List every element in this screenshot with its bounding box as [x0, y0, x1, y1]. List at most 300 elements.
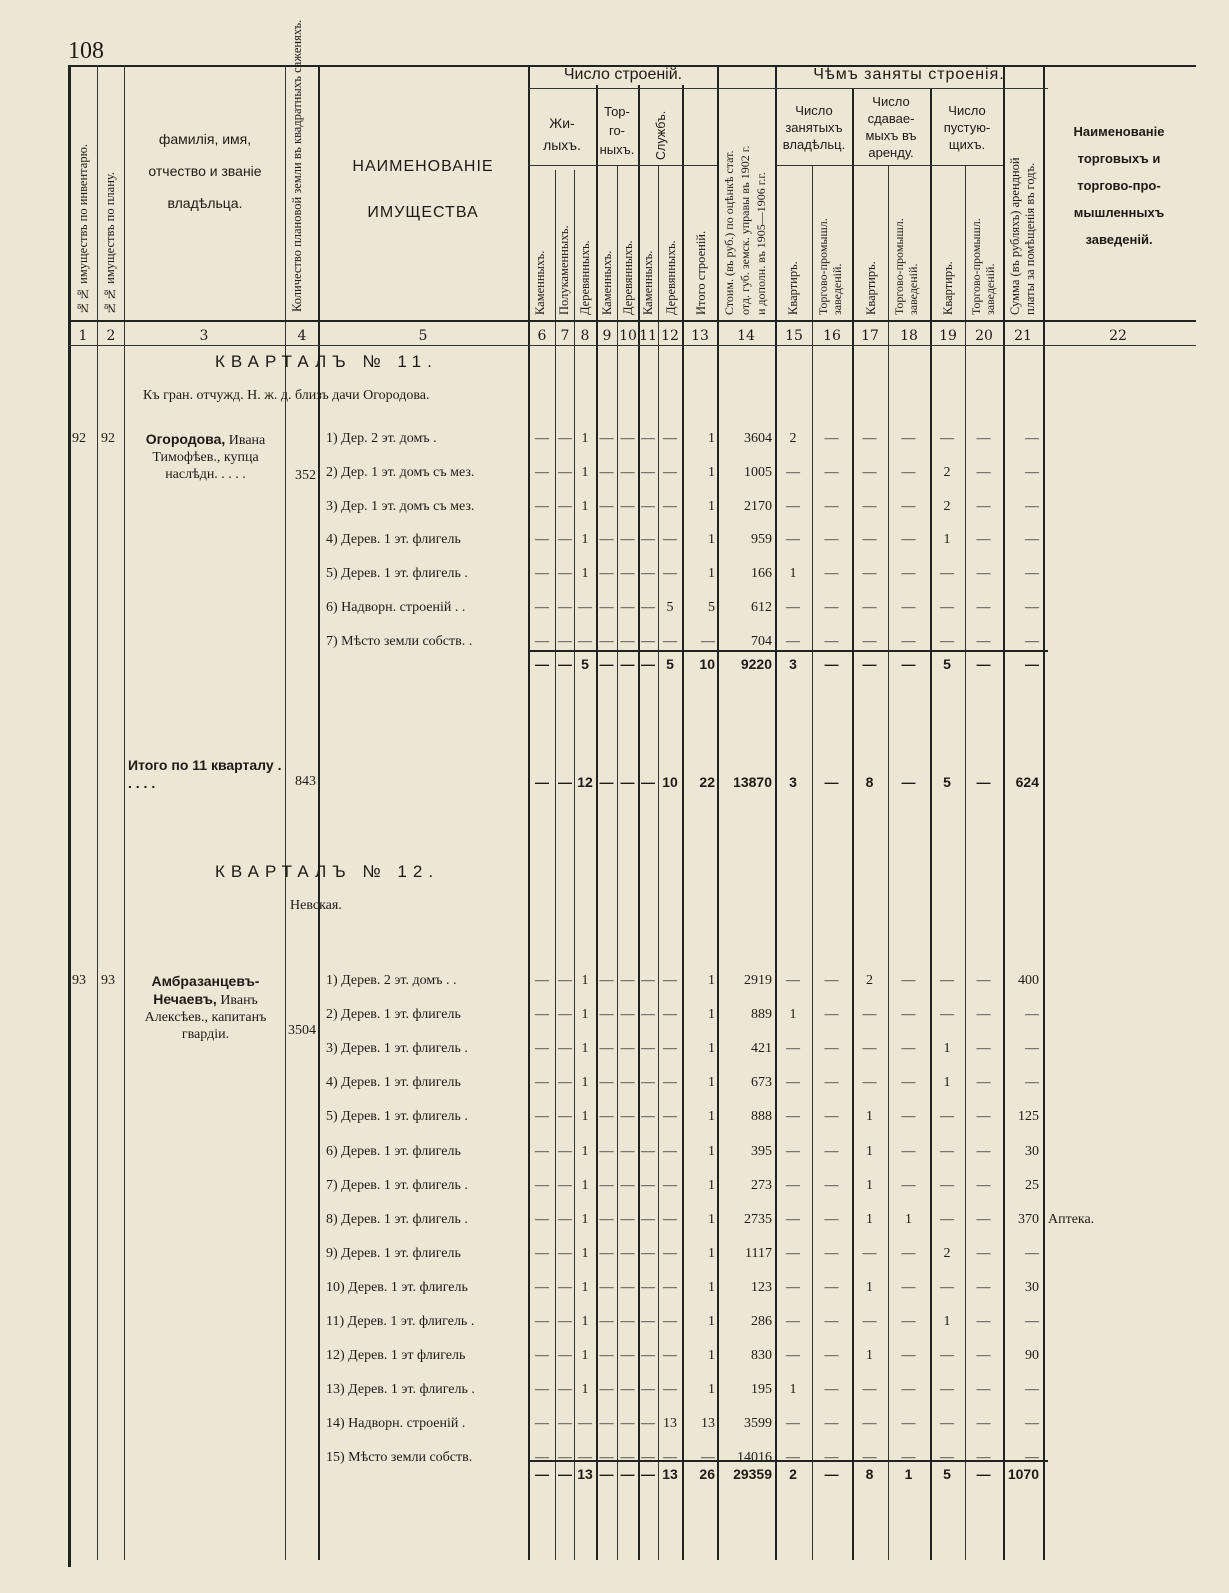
- table-cell: 1: [581, 1279, 589, 1295]
- table-cell: —: [786, 973, 800, 988]
- table-cell: —: [663, 1245, 677, 1261]
- table-cell: —: [862, 1041, 877, 1057]
- table-cell: —: [620, 431, 635, 446]
- table-cell: —: [599, 498, 614, 514]
- column-number: 12: [661, 328, 679, 344]
- table-cell: —: [976, 656, 991, 672]
- table-cell: 1: [708, 1143, 715, 1159]
- column-number: 8: [580, 328, 590, 344]
- column-number: 21: [1014, 328, 1032, 344]
- table-cell: —: [824, 1007, 839, 1023]
- table-cell: —: [620, 1109, 635, 1125]
- table-cell: —: [599, 1348, 614, 1364]
- table-cell: —: [641, 1177, 655, 1193]
- table-cell: 2735: [744, 1211, 772, 1227]
- table-cell: 8: [865, 1466, 874, 1482]
- table-cell: —: [862, 1245, 877, 1261]
- table-cell: —: [976, 774, 991, 790]
- table-cell: —: [620, 1245, 635, 1261]
- table-cell: —: [824, 1109, 839, 1125]
- column-number: 9: [602, 328, 612, 344]
- table-cell: —: [620, 774, 635, 790]
- table-cell: —: [901, 600, 916, 615]
- quarter-11-title: КВАРТАЛЪ № 11.: [215, 352, 438, 371]
- table-cell: —: [535, 532, 549, 548]
- table-cell: 2: [789, 1466, 797, 1482]
- table-cell: —: [976, 498, 991, 514]
- table-cell: —: [558, 532, 572, 548]
- table-cell: 400: [1018, 973, 1039, 988]
- table-cell: —: [901, 1245, 916, 1261]
- table-cell: —: [578, 1450, 592, 1466]
- table-cell: —: [701, 633, 715, 649]
- table-cell: —: [663, 1177, 677, 1193]
- table-cell: —: [786, 1450, 800, 1466]
- table-cell: 5: [581, 656, 589, 672]
- table-cell: —: [535, 1314, 549, 1329]
- table-cell: —: [641, 1279, 655, 1295]
- table-cell: 2: [866, 973, 873, 988]
- table-cell: —: [940, 633, 954, 649]
- table-cell: 9220: [740, 656, 772, 672]
- table-cell: —: [578, 633, 592, 649]
- table-cell: —: [824, 633, 839, 649]
- table-cell: —: [976, 1177, 991, 1193]
- table-cell: —: [535, 1466, 549, 1482]
- table-cell: 1117: [745, 1245, 772, 1261]
- property-name: 7) Мѣсто земли собств. .: [326, 633, 473, 649]
- table-cell: —: [663, 1211, 677, 1227]
- table-cell: —: [641, 1382, 655, 1398]
- header-inventory-no: №№ имуществъ по инвентарю.: [76, 143, 90, 315]
- table-cell: —: [786, 498, 800, 514]
- table-cell: —: [558, 600, 572, 615]
- table-cell: —: [535, 431, 549, 446]
- table-cell: 14016: [737, 1450, 772, 1466]
- table-cell: —: [976, 1109, 991, 1125]
- header-c10: Деревянныхъ.: [621, 240, 635, 315]
- table-cell: —: [578, 600, 592, 615]
- table-cell: —: [786, 1109, 800, 1125]
- table-cell: —: [901, 656, 916, 672]
- table-cell: —: [535, 464, 549, 480]
- header-trade: Тор- го- ныхъ.: [599, 104, 635, 157]
- column-number: 5: [418, 328, 428, 344]
- table-cell: —: [862, 1314, 877, 1329]
- table-cell: 1: [581, 1211, 589, 1227]
- column-number: 15: [785, 328, 803, 344]
- inventory-no: 92: [72, 431, 86, 446]
- table-cell: —: [663, 464, 677, 480]
- col-line: [528, 65, 530, 1560]
- table-cell: 1: [904, 1466, 913, 1482]
- header-c17: Квартиръ.: [864, 261, 878, 315]
- table-cell: 29359: [733, 1466, 772, 1482]
- header-c14: Стоим. (въ руб.) по оцѣнкѣ стат. отд. губ. земск. управы въ 1902 г. и дополн. въ 1905—1906 г.г.: [722, 145, 768, 315]
- table-cell: 1: [866, 1109, 873, 1125]
- table-cell: —: [901, 1177, 916, 1193]
- owner-12: Амбразанцевъ-Нечаевъ, Иванъ Алексѣев., капитанъ гвардіи.: [144, 973, 267, 1042]
- table-cell: 1: [708, 1211, 715, 1227]
- table-cell: 273: [751, 1177, 772, 1193]
- table-cell: —: [641, 1007, 655, 1023]
- col-line: [682, 85, 684, 1560]
- table-cell: —: [862, 600, 877, 615]
- table-cell: —: [641, 498, 655, 514]
- table-cell: 1: [789, 1382, 797, 1398]
- table-cell: —: [599, 431, 614, 446]
- table-cell: —: [663, 1314, 677, 1329]
- table-cell: —: [901, 1075, 916, 1091]
- table-cell: —: [901, 633, 916, 649]
- table-cell: —: [620, 1143, 635, 1159]
- table-cell: 830: [751, 1348, 772, 1364]
- column-number: 3: [199, 328, 209, 344]
- table-cell: 1: [708, 464, 715, 480]
- table-cell: —: [976, 464, 991, 480]
- table-cell: —: [558, 1466, 572, 1482]
- table-cell: —: [976, 532, 991, 548]
- table-cell: —: [824, 1177, 839, 1193]
- table-cell: —: [786, 1041, 800, 1057]
- table-cell: —: [599, 656, 614, 672]
- column-number-line: [68, 345, 1196, 346]
- table-cell: —: [535, 973, 549, 988]
- header-occ-empty: Число пустую- щихъ.: [943, 103, 991, 152]
- table-cell: —: [862, 464, 877, 480]
- table-cell: 1: [866, 1279, 873, 1295]
- table-cell: —: [558, 1314, 572, 1329]
- table-cell: —: [976, 1416, 991, 1432]
- table-cell: —: [558, 1007, 572, 1023]
- table-cell: 1: [905, 1211, 912, 1227]
- table-cell: —: [786, 1143, 800, 1159]
- table-cell: 5: [943, 1466, 951, 1482]
- table-cell: 2170: [744, 498, 772, 514]
- table-cell: —: [862, 1007, 877, 1023]
- table-cell: 1: [581, 566, 589, 582]
- table-cell: —: [976, 973, 991, 988]
- table-cell: 1: [708, 1177, 715, 1193]
- table-cell: 286: [751, 1314, 772, 1329]
- column-number: 6: [537, 328, 547, 344]
- property-name: 9) Дерев. 1 эт. флигель: [326, 1245, 461, 1261]
- table-cell: —: [940, 1007, 954, 1023]
- header-line: [775, 165, 1003, 166]
- property-name: 10) Дерев. 1 эт. флигель: [326, 1279, 468, 1295]
- column-number: 20: [975, 328, 993, 344]
- table-cell: 1: [789, 566, 797, 582]
- table-cell: —: [599, 1245, 614, 1261]
- table-cell: —: [641, 1109, 655, 1125]
- property-name: 2) Дерев. 1 эт. флигель: [326, 1007, 461, 1023]
- table-cell: —: [1025, 1416, 1039, 1432]
- table-cell: 1: [581, 431, 589, 446]
- table-cell: 1: [581, 1143, 589, 1159]
- table-cell: 1: [708, 1382, 715, 1398]
- column-number: 11: [639, 328, 657, 344]
- table-cell: —: [535, 498, 549, 514]
- table-cell: 1: [708, 973, 715, 988]
- property-name: 12) Дерев. 1 эт флигель: [326, 1348, 466, 1364]
- table-cell: 1: [866, 1211, 873, 1227]
- column-number: 4: [297, 328, 307, 344]
- header-service: Службъ.: [654, 110, 668, 160]
- table-cell: 1: [581, 464, 589, 480]
- table-cell: —: [641, 464, 655, 480]
- table-cell: —: [535, 566, 549, 582]
- table-cell: —: [599, 1109, 614, 1125]
- table-cell: —: [862, 498, 877, 514]
- table-cell: 2: [943, 1245, 951, 1261]
- table-cell: —: [558, 498, 572, 514]
- table-cell: —: [786, 1075, 800, 1091]
- header-c20: Торгово-промышл. заведеній.: [969, 218, 997, 315]
- table-cell: —: [620, 532, 635, 548]
- header-owner: фамилія, имя, отчество и званіе владѣльца.: [148, 131, 262, 211]
- property-name: 6) Дерев. 1 эт. флигель: [326, 1143, 461, 1159]
- table-cell: 1: [581, 1109, 589, 1125]
- table-cell: 13: [701, 1416, 715, 1432]
- table-cell: —: [535, 1416, 549, 1432]
- table-cell: —: [599, 1314, 614, 1329]
- table-cell: 2: [789, 431, 797, 446]
- table-cell: 1: [708, 1279, 715, 1295]
- table-cell: —: [599, 566, 614, 582]
- table-cell: 1: [708, 1007, 715, 1023]
- table-cell: —: [862, 532, 877, 548]
- col-line: [930, 88, 932, 1560]
- table-cell: —: [558, 1041, 572, 1057]
- table-cell: 1: [708, 1075, 715, 1091]
- header-c9: Каменныхъ.: [600, 250, 614, 315]
- subtotal-line: [528, 650, 1048, 652]
- property-name: 4) Дерев. 1 эт. флигель: [326, 1075, 461, 1091]
- table-cell: —: [663, 1007, 677, 1023]
- table-cell: —: [824, 1416, 839, 1432]
- property-name: 1) Дер. 2 эт. домъ .: [326, 431, 437, 446]
- table-cell: 25: [1025, 1177, 1039, 1193]
- table-cell: —: [599, 633, 614, 649]
- table-cell: —: [1025, 1314, 1039, 1329]
- table-cell: —: [558, 1382, 572, 1398]
- table-cell: —: [901, 566, 916, 582]
- table-cell: —: [663, 1348, 677, 1364]
- table-cell: 30: [1025, 1279, 1039, 1295]
- table-cell: 1: [943, 1041, 951, 1057]
- table-cell: 1: [866, 1143, 873, 1159]
- table-cell: —: [535, 774, 549, 790]
- table-cell: 1: [866, 1348, 873, 1364]
- table-cell: 421: [751, 1041, 772, 1057]
- table-cell: —: [976, 431, 991, 446]
- table-cell: —: [599, 1007, 614, 1023]
- table-cell: —: [901, 1109, 916, 1125]
- table-cell: —: [641, 1348, 655, 1364]
- table-cell: —: [1025, 431, 1039, 446]
- table-cell: 2919: [744, 973, 772, 988]
- property-name: 15) Мѣсто земли собств.: [326, 1450, 473, 1466]
- table-cell: —: [535, 656, 549, 672]
- table-cell: 3: [789, 656, 797, 672]
- table-cell: 959: [751, 532, 772, 548]
- table-cell: 5: [666, 600, 674, 615]
- table-cell: 1: [708, 566, 715, 582]
- table-cell: —: [1025, 464, 1039, 480]
- table-cell: 1: [943, 1314, 951, 1329]
- table-cell: 370: [1018, 1211, 1039, 1227]
- table-cell: 1005: [744, 464, 772, 480]
- header-c22: Наименованіе торговыхъ и торгово-про- мышленныхъ заведеній.: [1073, 124, 1165, 247]
- table-cell: —: [535, 1382, 549, 1398]
- table-cell: —: [976, 1007, 991, 1023]
- table-cell: —: [620, 464, 635, 480]
- table-cell: —: [599, 774, 614, 790]
- table-cell: —: [976, 1382, 991, 1398]
- table-cell: —: [558, 656, 572, 672]
- table-cell: —: [786, 532, 800, 548]
- col-line: [124, 65, 125, 1560]
- table-cell: —: [1025, 566, 1039, 582]
- column-number: 14: [737, 328, 755, 344]
- table-cell: —: [824, 1245, 839, 1261]
- table-cell: 1: [581, 1075, 589, 1091]
- column-number: 13: [691, 328, 709, 344]
- total-label-11: Итого по 11 кварталу . . . . .: [128, 757, 282, 791]
- table-cell: —: [620, 1416, 635, 1432]
- header-occ-owner: Число занятыхъ владѣльц.: [782, 103, 846, 152]
- table-cell: —: [558, 1109, 572, 1125]
- table-cell: 22: [699, 774, 715, 790]
- table-cell: —: [824, 464, 839, 480]
- header-c16: Торгово-промышл. заведеній.: [816, 218, 844, 315]
- table-cell: 888: [751, 1109, 772, 1125]
- header-living: Жи- лыхъ.: [543, 115, 581, 153]
- table-cell: —: [824, 1450, 839, 1466]
- plan-no: 92: [101, 431, 115, 446]
- table-cell: 2: [943, 498, 951, 514]
- table-cell: —: [786, 464, 800, 480]
- table-cell: —: [558, 973, 572, 988]
- table-cell: —: [620, 656, 635, 672]
- table-cell: —: [901, 774, 916, 790]
- column-number: 16: [823, 328, 841, 344]
- table-cell: —: [663, 566, 677, 582]
- table-cell: 3599: [744, 1416, 772, 1432]
- table-cell: —: [620, 1450, 635, 1466]
- table-cell: —: [641, 600, 655, 615]
- header-occ-rent: Число сдавае- мыхъ въ аренду.: [865, 94, 917, 160]
- table-cell: —: [599, 1075, 614, 1091]
- table-cell: 1: [708, 431, 715, 446]
- table-cell: —: [901, 1348, 916, 1364]
- table-cell: —: [641, 1143, 655, 1159]
- table-cell: —: [641, 1211, 655, 1227]
- header-line: [528, 165, 717, 166]
- table-cell: —: [641, 1314, 655, 1329]
- establishment-name: Аптека.: [1048, 1211, 1095, 1227]
- table-cell: —: [901, 532, 916, 548]
- table-cell: —: [558, 1348, 572, 1364]
- table-cell: —: [940, 1382, 954, 1398]
- table-cell: —: [824, 656, 839, 672]
- table-cell: —: [824, 566, 839, 582]
- table-cell: —: [901, 431, 916, 446]
- table-cell: —: [641, 431, 655, 446]
- table-cell: —: [901, 1450, 916, 1466]
- table-cell: —: [976, 1075, 991, 1091]
- table-cell: —: [824, 1143, 839, 1159]
- table-cell: 13: [577, 1466, 593, 1482]
- table-cell: —: [1025, 1245, 1039, 1261]
- table-cell: —: [578, 1416, 592, 1432]
- table-cell: —: [701, 1450, 715, 1466]
- table-cell: —: [901, 973, 916, 988]
- table-cell: —: [535, 1007, 549, 1023]
- table-cell: —: [558, 774, 572, 790]
- table-cell: —: [1025, 532, 1039, 548]
- table-cell: —: [824, 431, 839, 446]
- table-cell: —: [786, 1348, 800, 1364]
- table-cell: —: [1025, 498, 1039, 514]
- table-cell: —: [824, 1211, 839, 1227]
- table-cell: —: [862, 566, 877, 582]
- table-cell: —: [663, 1109, 677, 1125]
- table-cell: —: [641, 1416, 655, 1432]
- table-cell: 125: [1018, 1109, 1039, 1125]
- table-cell: 1: [581, 498, 589, 514]
- table-cell: —: [535, 1143, 549, 1159]
- table-cell: 673: [751, 1075, 772, 1091]
- owner-11: Огородова, Ивана Тимофѣев., купца наслѣдн. . . . .: [145, 431, 266, 482]
- header-c19: Квартиръ.: [941, 261, 955, 315]
- table-cell: —: [558, 633, 572, 649]
- table-cell: 1: [581, 1177, 589, 1193]
- header-buildings-count: Число строеній.: [563, 66, 683, 83]
- table-cell: 1: [708, 1109, 715, 1125]
- table-cell: —: [558, 1075, 572, 1091]
- table-cell: —: [976, 1041, 991, 1057]
- property-name: 3) Дер. 1 эт. домъ съ мез.: [326, 498, 475, 514]
- col-line: [1043, 65, 1045, 1560]
- col-line: [97, 65, 98, 1560]
- table-cell: —: [558, 1245, 572, 1261]
- plan-no: 93: [101, 973, 115, 988]
- table-cell: 624: [1015, 774, 1039, 790]
- table-cell: —: [940, 1143, 954, 1159]
- header-line: [775, 88, 1043, 89]
- table-cell: 1: [581, 1245, 589, 1261]
- table-cell: 3604: [744, 431, 772, 446]
- column-number: 2: [106, 328, 116, 344]
- table-cell: —: [940, 1279, 954, 1295]
- table-cell: —: [599, 1382, 614, 1398]
- table-cell: 1: [708, 532, 715, 548]
- table-cell: 90: [1025, 1348, 1039, 1364]
- table-cell: —: [558, 1211, 572, 1227]
- table-cell: —: [901, 1279, 916, 1295]
- table-cell: —: [824, 532, 839, 548]
- table-cell: —: [901, 498, 916, 514]
- col-line: [596, 85, 598, 1560]
- header-c11: Каменныхъ.: [641, 250, 655, 315]
- table-cell: —: [976, 1279, 991, 1295]
- table-cell: —: [641, 973, 655, 988]
- table-cell: 5: [666, 656, 674, 672]
- property-name: 14) Надворн. строеній .: [326, 1416, 466, 1432]
- table-cell: —: [1025, 1450, 1039, 1466]
- col-line: [1003, 65, 1005, 1560]
